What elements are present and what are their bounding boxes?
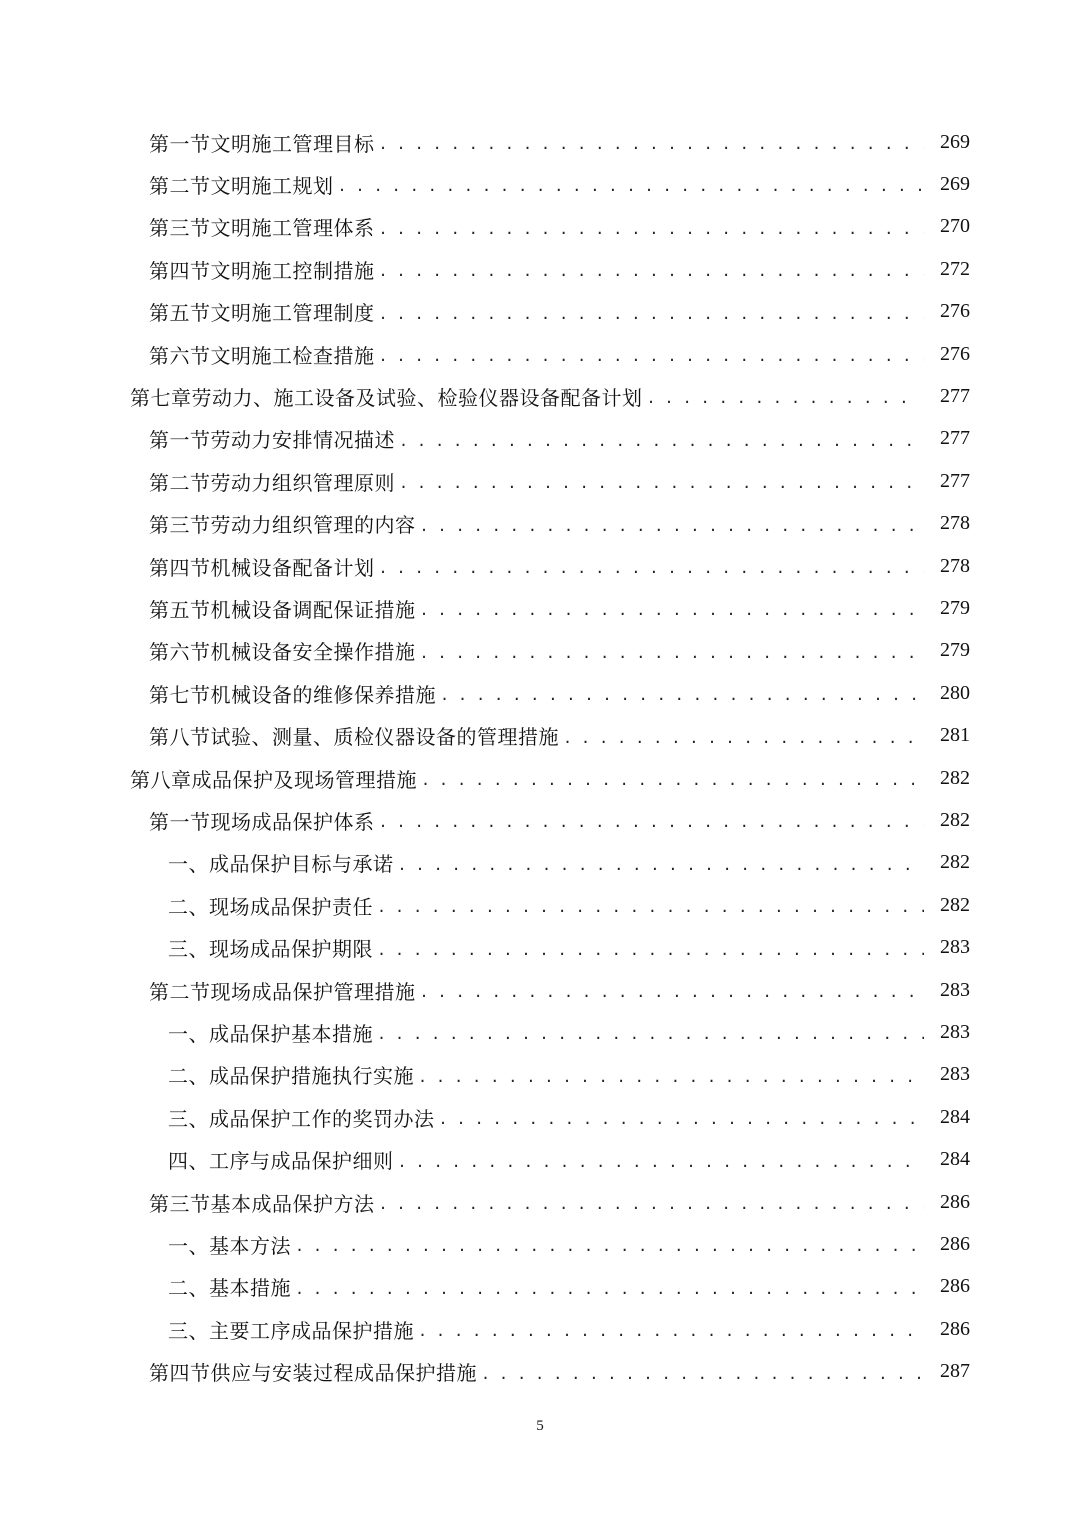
toc-entry-title: 第六节机械设备安全操作措施 [149,640,416,665]
toc-leader-dots [439,1108,925,1130]
toc-subentry[interactable] [0,1139,1080,1181]
toc-entry-title: 第三节劳动力组织管理的内容 [149,513,416,538]
toc-leader-dots [420,599,925,621]
toc-leader-dots [418,1066,924,1088]
toc-entry-title: 第四节机械设备配备计划 [149,555,375,580]
toc-entry-page: 282 [940,893,970,916]
toc-leader-dots [399,472,924,494]
toc-entry-title: 三、现场成品保护期限 [168,937,373,962]
toc-entry-page: 277 [940,384,970,407]
toc-entry-page: 279 [940,596,970,619]
toc-entry-title: 第一节劳动力安排情况描述 [149,428,395,453]
toc-entry-title: 第一节文明施工管理目标 [149,131,375,156]
toc-leader-dots [379,811,925,833]
toc-leader-dots [295,1235,924,1257]
toc-subentry[interactable] [0,1011,1080,1053]
toc-entry-title: 二、基本措施 [168,1276,291,1301]
toc-entry-page: 286 [940,1232,970,1255]
toc-leader-dots [379,133,925,155]
toc-entry[interactable] [0,969,1080,1011]
toc-leader-dots [379,345,925,367]
toc-entry-title: 一、基本方法 [168,1233,291,1258]
toc-entry[interactable] [0,503,1080,545]
toc-subentry[interactable] [0,1054,1080,1096]
toc-entry[interactable] [0,672,1080,714]
page-number: 5 [536,1418,544,1434]
toc-leader-dots [379,557,925,579]
toc-entry-page: 286 [940,1190,970,1213]
toc-entry-page: 276 [940,300,970,323]
toc-entry-page: 270 [940,215,970,238]
toc-subentry[interactable] [0,927,1080,969]
toc-entry-title: 第四节文明施工控制措施 [149,258,375,283]
toc-entry[interactable] [0,418,1080,460]
toc-leader-dots [420,515,925,537]
toc-subentry[interactable] [0,1308,1080,1350]
toc-entry-page: 282 [940,766,970,789]
toc-leader-dots [563,727,924,749]
toc-subentry[interactable] [0,1266,1080,1308]
toc-entry[interactable] [0,1351,1080,1393]
toc-chapter-entry[interactable] [0,375,1080,417]
toc-entry-title: 第一节现场成品保护体系 [149,809,375,834]
toc-entry-title: 第七节机械设备的维修保养措施 [149,682,436,707]
toc-entry-page: 277 [940,427,970,450]
toc-entry-page: 269 [940,172,970,195]
toc-entry-page: 277 [940,469,970,492]
toc-entry[interactable] [0,545,1080,587]
toc-entry-title: 第四节供应与安装过程成品保护措施 [149,1361,477,1386]
toc-entry-title: 第八节试验、测量、质检仪器设备的管理措施 [149,725,559,750]
toc-entry-page: 281 [940,724,970,747]
toc-entry-page: 272 [940,257,970,280]
toc-entry-title: 第三节基本成品保护方法 [149,1191,375,1216]
toc-subentry[interactable] [0,1096,1080,1138]
toc-leader-dots [377,939,924,961]
toc-entry[interactable] [0,333,1080,375]
toc-entry-title: 三、成品保护工作的奖罚办法 [168,1106,435,1131]
toc-entry-page: 276 [940,342,970,365]
toc-leader-dots [379,218,925,240]
toc-entry-page: 278 [940,554,970,577]
toc-subentry[interactable] [0,1223,1080,1265]
toc-entry-page: 279 [940,639,970,662]
toc-entry-page: 283 [940,978,970,1001]
toc-leader-dots [377,1023,924,1045]
toc-entry-page: 284 [940,1148,970,1171]
toc-entry-page: 280 [940,681,970,704]
toc-leader-dots [379,1193,925,1215]
toc-subentry[interactable] [0,842,1080,884]
toc-entry-title: 第二节文明施工规划 [149,173,334,198]
toc-entry[interactable] [0,248,1080,290]
toc-leader-dots [420,642,925,664]
toc-entry-page: 283 [940,936,970,959]
toc-entry-title: 第二节劳动力组织管理原则 [149,470,395,495]
toc-entry-title: 一、成品保护基本措施 [168,1021,373,1046]
toc-entry[interactable] [0,587,1080,629]
toc-subentry[interactable] [0,884,1080,926]
toc-leader-dots [398,1151,925,1173]
toc-entry-title: 第三节文明施工管理体系 [149,216,375,241]
toc-leader-dots [647,387,915,409]
toc-entry[interactable] [0,1181,1080,1223]
toc-entry-title: 第五节机械设备调配保证措施 [149,597,416,622]
toc-entry[interactable] [0,460,1080,502]
toc-chapter-entry[interactable] [0,757,1080,799]
toc-leader-dots [295,1278,924,1300]
toc-entry-title: 第五节文明施工管理制度 [149,301,375,326]
toc-leader-dots [379,260,925,282]
toc-leader-dots [420,981,925,1003]
toc-entry[interactable] [0,206,1080,248]
toc-entry-title: 第七章劳动力、施工设备及试验、检验仪器设备配备计划 [130,385,643,410]
toc-entry-page: 286 [940,1317,970,1340]
toc-entry-title: 四、工序与成品保护细则 [168,1149,394,1174]
toc-leader-dots [379,303,925,325]
toc-entry[interactable] [0,630,1080,672]
toc-leader-dots [398,854,925,876]
toc-entry-title: 二、成品保护措施执行实施 [168,1064,414,1089]
toc-entry-page: 278 [940,512,970,535]
toc-entry-title: 第二节现场成品保护管理措施 [149,979,416,1004]
toc-entry-page: 283 [940,1020,970,1043]
toc-entry-page: 284 [940,1105,970,1128]
toc-entry-page: 283 [940,1063,970,1086]
toc-entry-page: 287 [940,1360,970,1383]
toc-leader-dots [481,1363,924,1385]
toc-entry-title: 二、现场成品保护责任 [168,894,373,919]
toc-leader-dots [440,684,924,706]
toc-entry-title: 一、成品保护目标与承诺 [168,852,394,877]
toc-entry[interactable] [0,799,1080,841]
toc-entry[interactable] [0,715,1080,757]
toc-entry[interactable] [0,291,1080,333]
toc-entry[interactable] [0,121,1080,163]
toc-leader-dots [399,430,924,452]
toc-entry-page: 282 [940,851,970,874]
toc-entry-title: 三、主要工序成品保护措施 [168,1318,414,1343]
toc-entry-page: 282 [940,808,970,831]
toc-leader-dots [377,896,924,918]
toc-entry[interactable] [0,163,1080,205]
toc-leader-dots [338,175,925,197]
toc-entry-page: 286 [940,1275,970,1298]
toc-entry-title: 第六节文明施工检查措施 [149,343,375,368]
toc-entry-page: 269 [940,130,970,153]
toc-leader-dots [421,769,914,791]
toc-entry-title: 第八章成品保护及现场管理措施 [130,767,417,792]
toc-leader-dots [418,1320,924,1342]
